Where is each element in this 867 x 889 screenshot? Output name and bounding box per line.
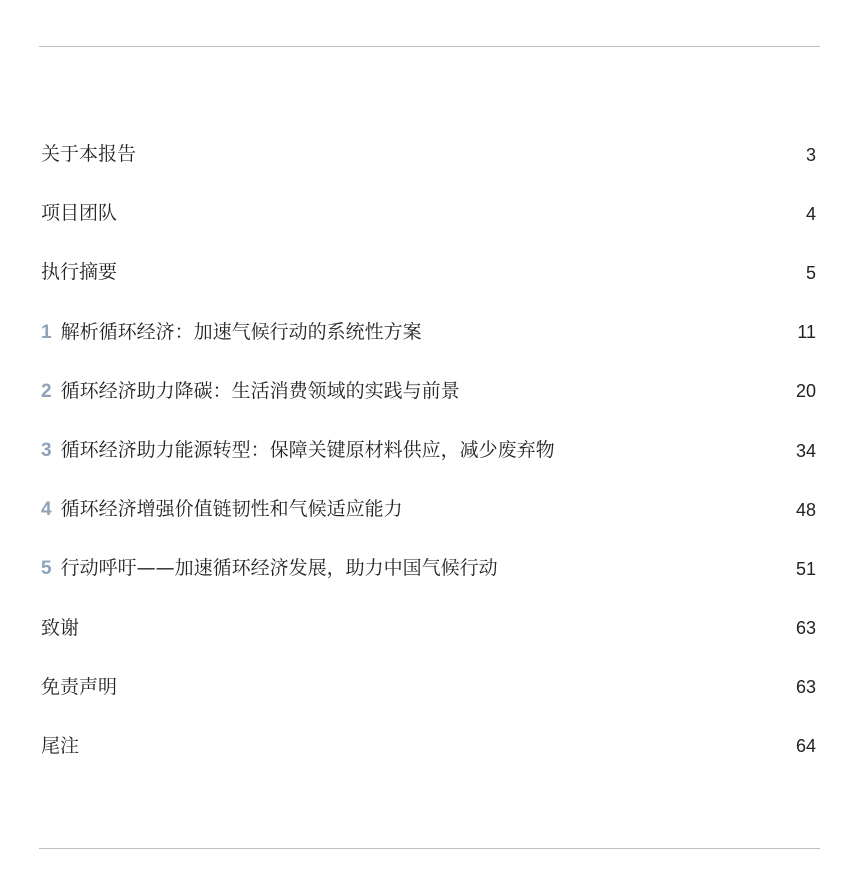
toc-entry-title: 免责声明 bbox=[41, 675, 118, 698]
toc-entry-page: 51 bbox=[795, 558, 816, 579]
toc-entry-page: 64 bbox=[795, 736, 816, 757]
chapter-number: 3 bbox=[41, 440, 52, 462]
toc-entry-title: 执行摘要 bbox=[41, 261, 118, 284]
chapter-number: 4 bbox=[41, 499, 52, 521]
toc-entry-page: 4 bbox=[805, 203, 816, 224]
toc-entry-title: 致谢 bbox=[41, 616, 80, 639]
toc-entry-page: 63 bbox=[795, 618, 816, 639]
toc-entry-page: 11 bbox=[797, 322, 816, 343]
toc-entry-chapter-5[interactable] bbox=[41, 539, 818, 598]
toc-entry-executive-summary[interactable] bbox=[41, 243, 818, 302]
toc-entry-title-wrap bbox=[41, 675, 118, 698]
chapter-number: 1 bbox=[41, 321, 52, 343]
toc-entry-title-wrap bbox=[41, 616, 80, 639]
toc-entry-title-wrap bbox=[41, 559, 498, 578]
toc-entry-disclaimer[interactable] bbox=[41, 658, 818, 717]
toc-entry-page: 34 bbox=[795, 440, 816, 461]
toc-entry-page: 48 bbox=[795, 499, 816, 520]
toc-entry-title-wrap bbox=[41, 379, 460, 402]
toc-entry-title-wrap bbox=[41, 500, 403, 519]
toc-entry-title: 循环经济助力能源转型：保障关键原材料供应，减少废弃物 bbox=[60, 439, 555, 462]
toc-entry-title: 行动呼吁——加速循环经济发展，助力中国气候行动 bbox=[60, 557, 498, 580]
toc-entry-title-wrap bbox=[41, 204, 117, 223]
toc-entry-about-report[interactable] bbox=[41, 125, 818, 184]
toc-entry-title-wrap bbox=[41, 320, 422, 343]
toc-entry-page: 20 bbox=[795, 381, 816, 402]
toc-entry-page: 63 bbox=[795, 677, 816, 698]
top-divider bbox=[39, 46, 820, 47]
toc-entry-chapter-4[interactable] bbox=[41, 480, 818, 539]
toc-entry-chapter-1[interactable] bbox=[41, 303, 818, 362]
toc-entry-title-wrap bbox=[41, 145, 136, 164]
toc-entry-title: 项目团队 bbox=[41, 202, 118, 225]
toc-entry-page: 3 bbox=[805, 144, 816, 165]
toc-entry-title: 循环经济增强价值链韧性和气候适应能力 bbox=[60, 498, 403, 521]
table-of-contents bbox=[41, 125, 818, 776]
toc-entry-title-wrap bbox=[41, 441, 555, 460]
toc-entry-endnotes[interactable] bbox=[41, 717, 818, 776]
toc-entry-page: 5 bbox=[805, 262, 816, 283]
toc-entry-chapter-2[interactable] bbox=[41, 362, 818, 421]
toc-entry-acknowledgements[interactable] bbox=[41, 599, 818, 658]
toc-entry-title: 尾注 bbox=[41, 734, 80, 757]
bottom-divider bbox=[39, 848, 820, 849]
toc-entry-title: 解析循环经济：加速气候行动的系统性方案 bbox=[60, 320, 422, 343]
toc-entry-title-wrap bbox=[41, 263, 117, 282]
toc-entry-title-wrap bbox=[41, 734, 80, 757]
chapter-number: 5 bbox=[41, 558, 52, 580]
toc-entry-title: 关于本报告 bbox=[41, 143, 137, 166]
toc-entry-chapter-3[interactable] bbox=[41, 421, 818, 480]
toc-entry-project-team[interactable] bbox=[41, 184, 818, 243]
toc-entry-title: 循环经济助力降碳：生活消费领域的实践与前景 bbox=[60, 379, 460, 402]
chapter-number: 2 bbox=[41, 380, 52, 402]
